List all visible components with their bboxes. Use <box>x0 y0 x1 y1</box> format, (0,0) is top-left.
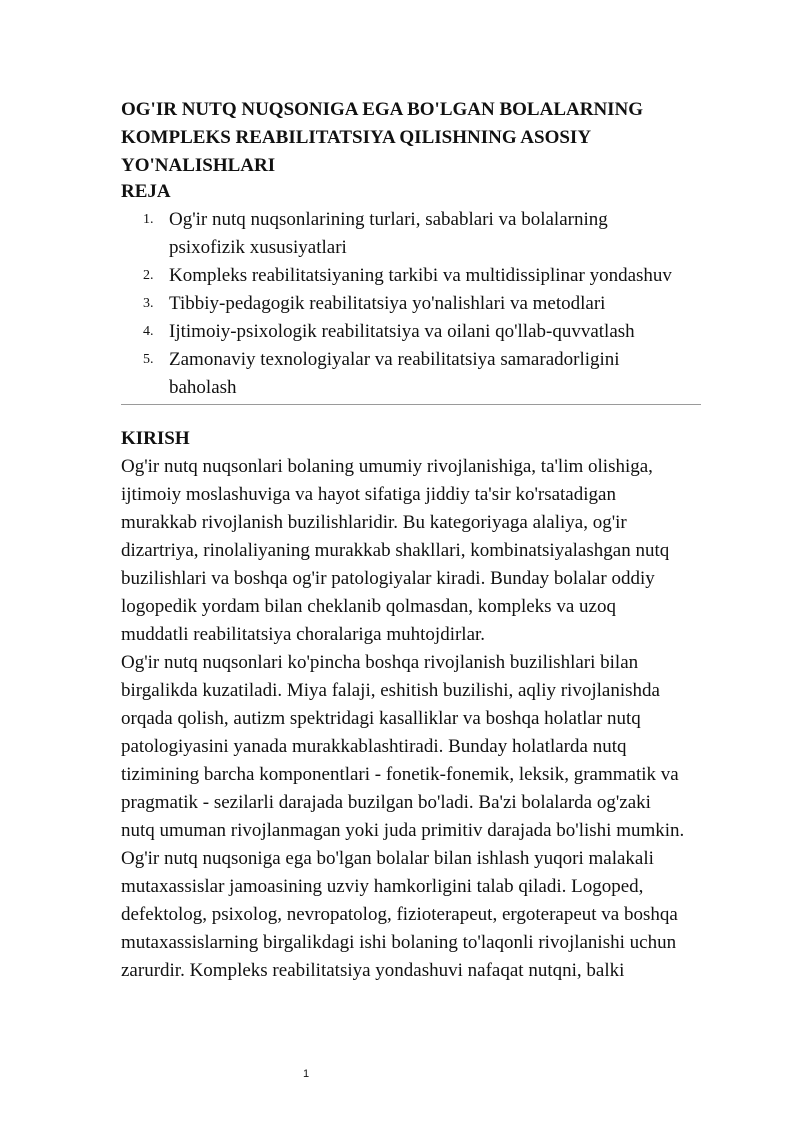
body-line: dizartriya, rinolaliyaning murakkab shakllari, kombinatsiyalashgan nutq <box>121 540 670 561</box>
plan-item-text: Zamonaviy texnologiyalar va reabilitatsiya samaradorligini <box>169 349 620 370</box>
section-divider <box>121 404 701 405</box>
body-line: tizimining barcha komponentlari - fonetik-fonemik, leksik, grammatik va <box>121 764 679 785</box>
plan-item <box>121 206 701 262</box>
plan-item <box>121 346 701 402</box>
plan-item-text: baholash <box>169 377 237 398</box>
title-line: KOMPLEKS REABILITATSIYA QILISHNING ASOSIY <box>121 127 592 148</box>
plan-item-number: 1. <box>143 212 154 227</box>
title-line: YO'NALISHLARI <box>121 155 276 176</box>
body-line: ijtimoiy moslashuviga va hayot sifatiga jiddiy ta'sir ko'rsatadigan <box>121 484 616 505</box>
body-line: logopedik yordam bilan cheklanib qolmasdan, kompleks va uzoq <box>121 596 616 617</box>
plan-item-number: 3. <box>143 296 154 311</box>
body-line: patologiyasini yanada murakkablashtiradi. Bunday holatlarda nutq <box>121 736 627 757</box>
body-line: mutaxassislar jamoasining uzviy hamkorligini talab qiladi. Logoped, <box>121 876 644 897</box>
body-line: Og'ir nutq nuqsonlari bolaning umumiy rivojlanishiga, ta'lim olishiga, <box>121 456 653 477</box>
plan-heading: REJA <box>121 181 171 202</box>
body-line: Og'ir nutq nuqsoniga ega bo'lgan bolalar bilan ishlash yuqori malakali <box>121 848 654 869</box>
plan-item-text: psixofizik xususiyatlari <box>169 237 347 258</box>
plan-item-text: Og'ir nutq nuqsonlarining turlari, sabablari va bolalarning <box>169 209 608 230</box>
body-line: buzilishlari va boshqa og'ir patologiyalar kiradi. Bunday bolalar oddiy <box>121 568 655 589</box>
intro-heading: KIRISH <box>121 428 190 449</box>
plan-list <box>121 206 701 402</box>
body-line: nutq umuman rivojlanmagan yoki juda primitiv darajada bo'lishi mumkin. <box>121 820 685 841</box>
body-line: murakkab rivojlanish buzilishlaridir. Bu kategoriyaga alaliya, og'ir <box>121 512 627 533</box>
plan-item-number: 5. <box>143 352 154 367</box>
body-line: defektolog, psixolog, nevropatolog, fizioterapeut, ergoterapeut va boshqa <box>121 904 678 925</box>
page-number: 1 <box>302 1068 310 1080</box>
plan-item-text: Kompleks reabilitatsiyaning tarkibi va multidissiplinar yondashuv <box>169 265 672 286</box>
plan-item <box>121 290 701 318</box>
plan-item-number: 2. <box>143 268 154 283</box>
body-line: Og'ir nutq nuqsonlari ko'pincha boshqa rivojlanish buzilishlari bilan <box>121 652 639 673</box>
title-line: OG'IR NUTQ NUQSONIGA EGA BO'LGAN BOLALARNING <box>121 99 644 120</box>
body-line: orqada qolish, autizm spektridagi kasalliklar va boshqa holatlar nutq <box>121 708 641 729</box>
plan-item <box>121 262 701 290</box>
intro-body <box>121 453 701 985</box>
body-line: mutaxassislarning birgalikdagi ishi bolaning to'laqonli rivojlanishi uchun <box>121 932 677 953</box>
plan-item-text: Ijtimoiy-psixologik reabilitatsiya va oilani qo'llab-quvvatlash <box>169 321 635 342</box>
plan-item <box>121 318 701 346</box>
body-line: birgalikda kuzatiladi. Miya falaji, eshitish buzilishi, aqliy rivojlanishda <box>121 680 660 701</box>
body-line: zarurdir. Kompleks reabilitatsiya yondashuvi nafaqat nutqni, balki <box>121 960 625 981</box>
body-line: muddatli reabilitatsiya choralariga muhtojdirlar. <box>121 624 486 645</box>
plan-item-number: 4. <box>143 324 154 339</box>
body-line: pragmatik - sezilarli darajada buzilgan bo'ladi. Ba'zi bolalarda og'zaki <box>121 792 651 813</box>
plan-item-text: Tibbiy-pedagogik reabilitatsiya yo'nalishlari va metodlari <box>169 293 606 314</box>
document-title <box>121 96 701 180</box>
